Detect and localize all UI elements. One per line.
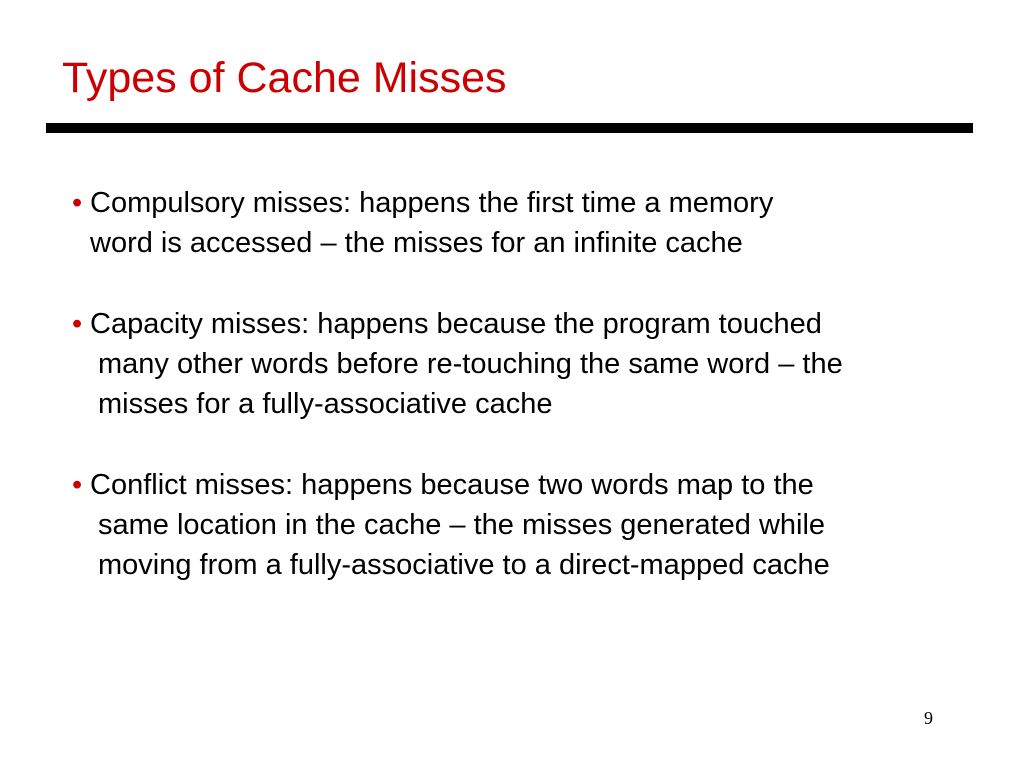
slide-title: Types of Cache Misses	[62, 54, 507, 102]
title-divider	[46, 123, 973, 133]
bullet-dot-icon: •	[72, 187, 83, 219]
bullet-text-line: same location in the cache – the misses generated while	[98, 509, 826, 541]
bullet-text-line: Capacity misses: happens because the program touched	[90, 308, 822, 340]
bullet-text-line: word is accessed – the misses for an infinite cache	[90, 227, 743, 259]
bullet-text-line: misses for a fully-associative cache	[98, 388, 553, 420]
bullet-text-line: moving from a fully-associative to a direct-mapped cache	[98, 549, 830, 581]
bullet-text-line: many other words before re-touching the same word – the	[98, 348, 843, 380]
page-number: 9	[924, 708, 933, 728]
bullet-compulsory-misses	[72, 183, 843, 263]
bullet-dot-icon: •	[72, 308, 83, 340]
bullet-list	[72, 183, 843, 626]
bullet-conflict-misses	[72, 465, 843, 585]
bullet-text-line: Compulsory misses: happens the first time a memory	[90, 187, 774, 219]
bullet-dot-icon: •	[72, 469, 83, 501]
bullet-capacity-misses	[72, 304, 843, 424]
bullet-text-line: Conflict misses: happens because two words map to the	[90, 469, 814, 501]
